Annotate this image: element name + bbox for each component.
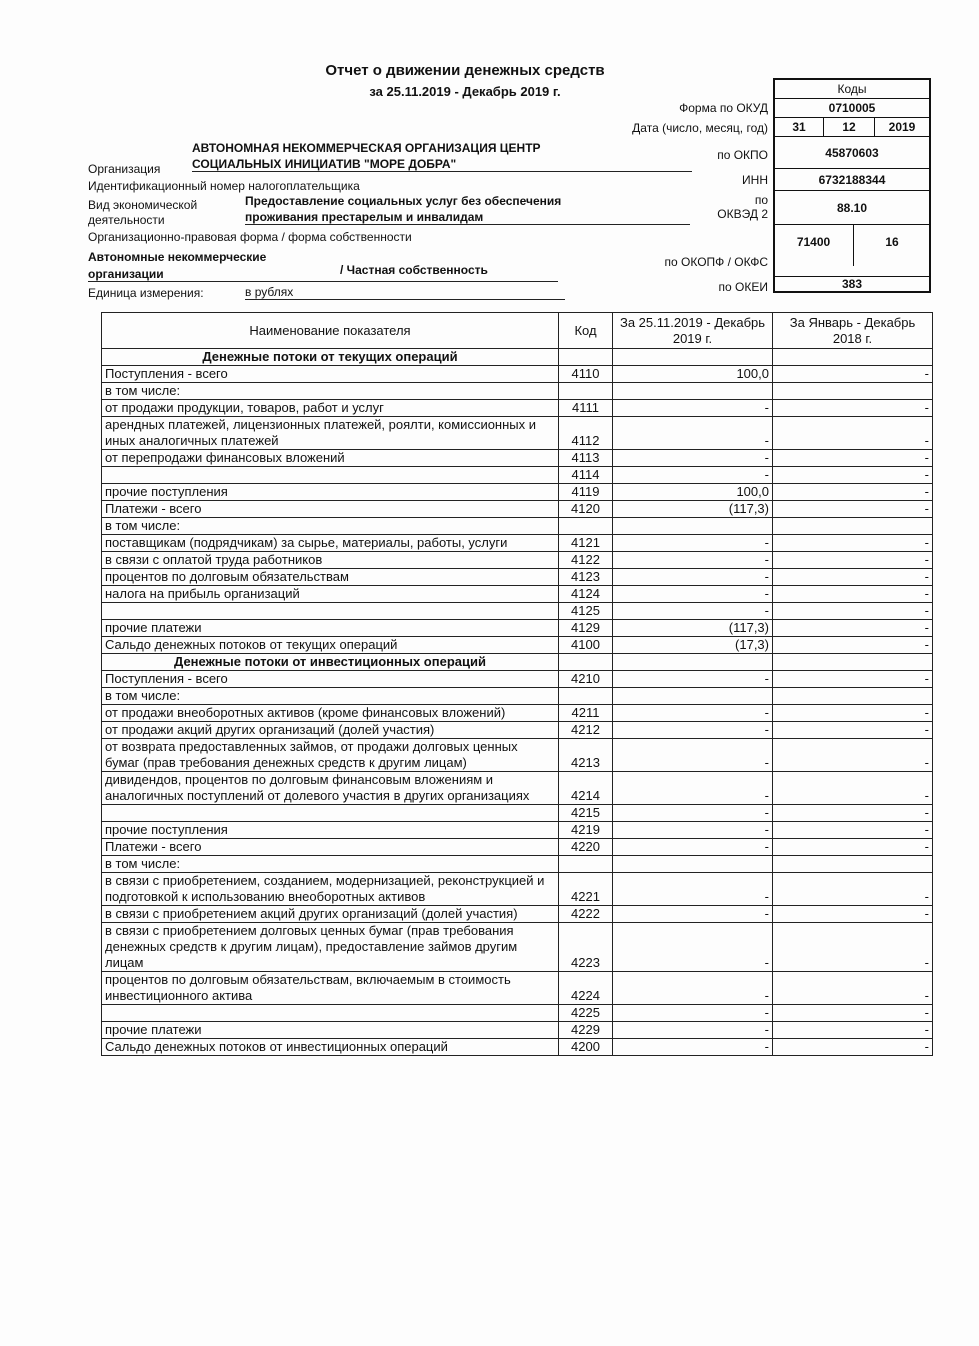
section-title: Денежные потоки от текущих операций — [102, 349, 559, 366]
row-code: 4200 — [559, 1039, 613, 1056]
table-row — [102, 856, 933, 873]
row-code — [559, 383, 613, 400]
row-previous-value: - — [773, 535, 933, 552]
row-previous-value: - — [773, 552, 933, 569]
row-name: в связи с приобретением, созданием, модернизацией, реконструкцией и подготовкой к использованию внеоборотных активов — [102, 873, 559, 906]
table-row — [102, 923, 933, 972]
row-code: 4219 — [559, 822, 613, 839]
row-current-value: - — [613, 822, 773, 839]
row-current-value: - — [613, 839, 773, 856]
row-current-value: - — [613, 1022, 773, 1039]
okved-value: 88.10 — [775, 191, 929, 225]
row-previous-value: - — [773, 366, 933, 383]
table-row — [102, 586, 933, 603]
org-name-2: СОЦИАЛЬНЫХ ИНИЦИАТИВ "МОРЕ ДОБРА" — [192, 157, 692, 172]
row-name: Платежи - всего — [102, 839, 559, 856]
row-code: 4113 — [559, 450, 613, 467]
row-current-value: 100,0 — [613, 484, 773, 501]
row-code: 4229 — [559, 1022, 613, 1039]
table-row — [102, 450, 933, 467]
okud-label: Форма по ОКУД — [679, 101, 768, 115]
row-previous-value: - — [773, 1022, 933, 1039]
table-row — [102, 400, 933, 417]
row-previous-value: - — [773, 484, 933, 501]
row-name: от продажи акций других организаций (долей участия) — [102, 722, 559, 739]
row-previous-value: - — [773, 569, 933, 586]
table-row — [102, 603, 933, 620]
ownership-form: / Частная собственность — [340, 263, 488, 277]
activity-label-1: Вид экономической — [88, 198, 198, 212]
section-title: Денежные потоки от инвестиционных операций — [102, 654, 559, 671]
table-row — [102, 873, 933, 906]
row-current-value: - — [613, 417, 773, 450]
row-name: от перепродажи финансовых вложений — [102, 450, 559, 467]
row-previous-value: - — [773, 722, 933, 739]
row-previous-value — [773, 688, 933, 705]
empty-cell — [773, 654, 933, 671]
org-name-1: АВТОНОМНАЯ НЕКОММЕРЧЕСКАЯ ОРГАНИЗАЦИЯ ЦЕНТР — [192, 141, 541, 155]
table-row — [102, 1022, 933, 1039]
org-label: Организация — [88, 162, 161, 176]
row-name: прочие платежи — [102, 1022, 559, 1039]
section-row — [102, 654, 933, 671]
row-code — [559, 518, 613, 535]
row-code: 4112 — [559, 417, 613, 450]
row-code: 4225 — [559, 1005, 613, 1022]
row-code: 4222 — [559, 906, 613, 923]
row-previous-value — [773, 383, 933, 400]
row-code: 4110 — [559, 366, 613, 383]
row-code: 4224 — [559, 972, 613, 1005]
row-name: в связи с оплатой труда работников — [102, 552, 559, 569]
okei-label: по ОКЕИ — [718, 280, 768, 294]
inn-value: 6732188344 — [775, 169, 929, 191]
row-name: в связи с приобретением долговых ценных бумаг (прав требования денежных средств к другим лицам), предоставление займов другим лицам — [102, 923, 559, 972]
row-previous-value: - — [773, 603, 933, 620]
row-name: процентов по долговым обязательствам, включаемым в стоимость инвестиционного актива — [102, 972, 559, 1005]
row-current-value: - — [613, 535, 773, 552]
row-name: дивидендов, процентов по долговым финансовым вложениям и аналогичных поступлений от долевого участия в других организациях — [102, 772, 559, 805]
row-name: Поступления - всего — [102, 671, 559, 688]
row-previous-value: - — [773, 637, 933, 654]
header-previous-period: За Январь - Декабрь 2018 г. — [773, 313, 933, 349]
row-code: 4211 — [559, 705, 613, 722]
header-code: Код — [559, 313, 613, 349]
row-code: 4215 — [559, 805, 613, 822]
row-previous-value: - — [773, 923, 933, 972]
row-current-value: - — [613, 772, 773, 805]
row-name: прочие поступления — [102, 484, 559, 501]
legal-form-2: организации — [88, 267, 558, 282]
row-code: 4212 — [559, 722, 613, 739]
row-name: Сальдо денежных потоков от текущих операций — [102, 637, 559, 654]
table-row — [102, 705, 933, 722]
row-previous-value: - — [773, 501, 933, 518]
section-row — [102, 349, 933, 366]
table-row — [102, 739, 933, 772]
row-code: 4123 — [559, 569, 613, 586]
row-name: от возврата предоставленных займов, от продажи долговых ценных бумаг (прав требования денежных средств к другим лицам) — [102, 739, 559, 772]
row-previous-value: - — [773, 822, 933, 839]
okpo-label: по ОКПО — [717, 148, 768, 162]
table-row — [102, 518, 933, 535]
row-current-value: - — [613, 972, 773, 1005]
table-row — [102, 671, 933, 688]
row-current-value: - — [613, 739, 773, 772]
row-current-value — [613, 383, 773, 400]
date-row — [775, 118, 929, 137]
row-code: 4210 — [559, 671, 613, 688]
row-previous-value — [773, 856, 933, 873]
row-name: процентов по долговым обязательствам — [102, 569, 559, 586]
row-current-value: - — [613, 603, 773, 620]
codes-box — [773, 78, 931, 293]
row-name: арендных платежей, лицензионных платежей, роялти, комиссионных и иных аналогичных платежей — [102, 417, 559, 450]
row-previous-value — [773, 518, 933, 535]
table-row — [102, 772, 933, 805]
activity-text-2: проживания престарелым и инвалидам — [245, 210, 690, 225]
empty-cell — [613, 349, 773, 366]
row-current-value: - — [613, 671, 773, 688]
row-current-value: - — [613, 722, 773, 739]
row-current-value: - — [613, 586, 773, 603]
row-name: от продажи внеоборотных активов (кроме финансовых вложений) — [102, 705, 559, 722]
row-previous-value: - — [773, 972, 933, 1005]
row-name: Сальдо денежных потоков от инвестиционных операций — [102, 1039, 559, 1056]
empty-cell — [773, 349, 933, 366]
row-code: 4213 — [559, 739, 613, 772]
row-code: 4124 — [559, 586, 613, 603]
row-code: 4114 — [559, 467, 613, 484]
row-code: 4120 — [559, 501, 613, 518]
table-row — [102, 484, 933, 501]
row-current-value: - — [613, 467, 773, 484]
row-previous-value: - — [773, 450, 933, 467]
table-body — [102, 349, 933, 1056]
row-code — [559, 856, 613, 873]
row-previous-value: - — [773, 772, 933, 805]
row-previous-value: - — [773, 906, 933, 923]
row-code: 4129 — [559, 620, 613, 637]
okopf-value: 71400 — [796, 235, 831, 249]
table-header-row — [102, 313, 933, 349]
row-current-value: - — [613, 569, 773, 586]
table-row — [102, 366, 933, 383]
table-row — [102, 535, 933, 552]
row-previous-value: - — [773, 739, 933, 772]
row-name: в том числе: — [102, 856, 559, 873]
row-current-value: - — [613, 1005, 773, 1022]
row-previous-value: - — [773, 1005, 933, 1022]
row-previous-value: - — [773, 705, 933, 722]
row-current-value: - — [613, 1039, 773, 1056]
row-previous-value: - — [773, 873, 933, 906]
row-name: Поступления - всего — [102, 366, 559, 383]
row-code: 4122 — [559, 552, 613, 569]
row-name: прочие поступления — [102, 822, 559, 839]
row-current-value — [613, 518, 773, 535]
row-name: от продажи продукции, товаров, работ и услуг — [102, 400, 559, 417]
table-row — [102, 688, 933, 705]
row-previous-value: - — [773, 417, 933, 450]
row-current-value — [613, 856, 773, 873]
row-previous-value: - — [773, 671, 933, 688]
row-code: 4111 — [559, 400, 613, 417]
row-code: 4100 — [559, 637, 613, 654]
row-name — [102, 603, 559, 620]
unit-label: Единица измерения: — [88, 286, 204, 300]
row-current-value: (117,3) — [613, 501, 773, 518]
row-code: 4119 — [559, 484, 613, 501]
row-current-value: (117,3) — [613, 620, 773, 637]
legal-form-1: Автономные некоммерческие — [88, 250, 267, 264]
row-name: налога на прибыль организаций — [102, 586, 559, 603]
row-previous-value: - — [773, 805, 933, 822]
activity-label-2: деятельности — [88, 213, 165, 227]
row-name — [102, 805, 559, 822]
cash-flow-table — [101, 312, 933, 1056]
okved-label-2: ОКВЭД 2 — [717, 207, 768, 221]
table-row — [102, 383, 933, 400]
row-code: 4220 — [559, 839, 613, 856]
okpo-value: 45870603 — [775, 137, 929, 169]
row-current-value: - — [613, 450, 773, 467]
table-row — [102, 467, 933, 484]
okfs-value: 16 — [853, 225, 930, 266]
empty-cell — [613, 654, 773, 671]
table-row — [102, 552, 933, 569]
row-name: в связи с приобретением акций других организаций (долей участия) — [102, 906, 559, 923]
unit-value: в рублях — [245, 285, 565, 300]
table-row — [102, 972, 933, 1005]
okved-label-1: по — [754, 193, 768, 207]
row-name: в том числе: — [102, 688, 559, 705]
row-name: в том числе: — [102, 518, 559, 535]
row-current-value: - — [613, 805, 773, 822]
inn-code-label: ИНН — [742, 173, 768, 187]
report-period: за 25.11.2019 - Декабрь 2019 г. — [369, 84, 561, 99]
row-previous-value: - — [773, 1039, 933, 1056]
row-current-value: (17,3) — [613, 637, 773, 654]
table-row — [102, 417, 933, 450]
table-row — [102, 637, 933, 654]
row-code: 4121 — [559, 535, 613, 552]
row-previous-value: - — [773, 467, 933, 484]
row-current-value: - — [613, 906, 773, 923]
table-row — [102, 805, 933, 822]
table-row — [102, 1005, 933, 1022]
taxpayer-id-label: Идентификационный номер налогоплательщика — [88, 179, 360, 193]
row-name: Платежи - всего — [102, 501, 559, 518]
row-name — [102, 1005, 559, 1022]
report-title: Отчет о движении денежных средств — [325, 62, 605, 79]
table-row — [102, 822, 933, 839]
okud-value: 0710005 — [775, 99, 929, 118]
date-year: 2019 — [888, 120, 916, 134]
row-current-value: - — [613, 873, 773, 906]
table-row — [102, 839, 933, 856]
table-row — [102, 620, 933, 637]
row-name: прочие платежи — [102, 620, 559, 637]
table-row — [102, 501, 933, 518]
legal-form-label: Организационно-правовая форма / форма собственности — [88, 230, 412, 244]
empty-cell — [559, 654, 613, 671]
row-previous-value: - — [773, 400, 933, 417]
row-code: 4223 — [559, 923, 613, 972]
row-current-value: 100,0 — [613, 366, 773, 383]
table-row — [102, 1039, 933, 1056]
row-current-value: - — [613, 923, 773, 972]
row-previous-value: - — [773, 586, 933, 603]
header-indicator: Наименование показателя — [102, 313, 559, 349]
row-code — [559, 688, 613, 705]
table-row — [102, 569, 933, 586]
row-previous-value: - — [773, 839, 933, 856]
date-month: 12 — [824, 118, 875, 136]
row-current-value: - — [613, 705, 773, 722]
row-current-value: - — [613, 400, 773, 417]
row-name: в том числе: — [102, 383, 559, 400]
row-current-value — [613, 688, 773, 705]
row-previous-value: - — [773, 620, 933, 637]
date-label: Дата (число, месяц, год) — [632, 121, 768, 135]
okopf-row — [775, 225, 929, 277]
row-code: 4221 — [559, 873, 613, 906]
table-row — [102, 722, 933, 739]
date-day: 31 — [775, 118, 824, 136]
codes-header: Коды — [775, 80, 929, 99]
okopf-label: по ОКОПФ / ОКФС — [664, 255, 768, 269]
row-name — [102, 467, 559, 484]
activity-text-1: Предоставление социальных услуг без обеспечения — [245, 194, 562, 208]
row-code: 4214 — [559, 772, 613, 805]
row-code: 4125 — [559, 603, 613, 620]
table-row — [102, 906, 933, 923]
okei-value: 383 — [841, 277, 863, 291]
row-current-value: - — [613, 552, 773, 569]
empty-cell — [559, 349, 613, 366]
row-name: поставщикам (подрядчикам) за сырье, материалы, работы, услуги — [102, 535, 559, 552]
header-current-period: За 25.11.2019 - Декабрь 2019 г. — [613, 313, 773, 349]
